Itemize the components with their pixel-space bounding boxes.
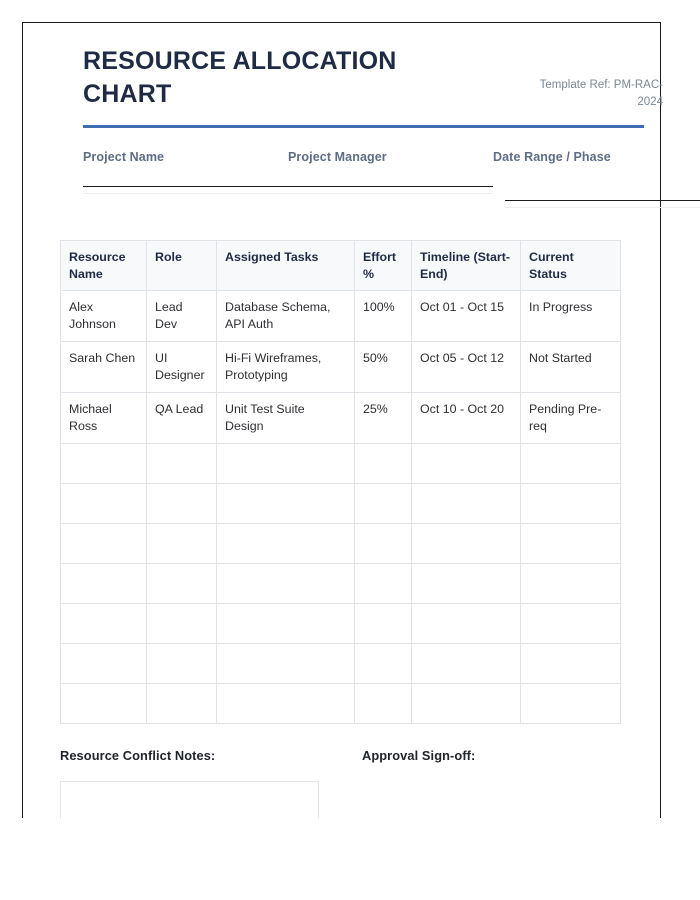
field-label-project-manager: Project Manager (288, 149, 387, 164)
cell-resource-name[interactable] (61, 524, 147, 564)
cell-timeline[interactable] (412, 444, 521, 484)
cell-resource-name[interactable] (61, 604, 147, 644)
cell-effort[interactable]: 100% (355, 291, 412, 342)
table-row-empty[interactable] (61, 684, 621, 724)
table-row[interactable] (61, 291, 621, 342)
cell-assigned-tasks[interactable] (217, 604, 355, 644)
table-row-empty[interactable] (61, 484, 621, 524)
field-input-project-name[interactable] (83, 186, 288, 187)
cell-assigned-tasks[interactable] (217, 484, 355, 524)
cell-role[interactable] (147, 684, 217, 724)
column-header-resource-name: Resource Name (61, 241, 147, 291)
cell-current-status[interactable] (521, 444, 621, 484)
cell-resource-name[interactable] (61, 644, 147, 684)
cell-role[interactable] (147, 484, 217, 524)
viewport-clip-band (0, 818, 700, 900)
cell-assigned-tasks[interactable] (217, 524, 355, 564)
cell-timeline[interactable] (412, 604, 521, 644)
cell-role[interactable]: QA Lead (147, 393, 217, 444)
cell-role[interactable] (147, 644, 217, 684)
template-reference: Template Ref: PM-RAC-2024 (539, 79, 663, 109)
field-project-name (83, 150, 288, 194)
title-accent-rule (83, 125, 644, 128)
cell-effort[interactable]: 50% (355, 342, 412, 393)
resource-allocation-table (60, 240, 621, 724)
cell-role[interactable] (147, 444, 217, 484)
cell-timeline[interactable]: Oct 01 - Oct 15 (412, 291, 521, 342)
column-header-timeline: Timeline (Start-End) (412, 241, 521, 291)
field-underline-faint-project-manager (288, 193, 493, 194)
field-input-date-range-phase[interactable] (505, 200, 700, 201)
cell-current-status[interactable] (521, 564, 621, 604)
cell-resource-name[interactable]: Alex Johnson (61, 291, 147, 342)
cell-resource-name[interactable] (61, 484, 147, 524)
cell-effort[interactable] (355, 644, 412, 684)
column-header-effort: Effort % (355, 241, 412, 291)
cell-resource-name[interactable] (61, 564, 147, 604)
cell-current-status[interactable] (521, 524, 621, 564)
table-row-empty[interactable] (61, 564, 621, 604)
cell-assigned-tasks[interactable] (217, 564, 355, 604)
cell-role[interactable] (147, 524, 217, 564)
cell-effort[interactable] (355, 604, 412, 644)
cell-timeline[interactable]: Oct 05 - Oct 12 (412, 342, 521, 393)
cell-resource-name[interactable] (61, 684, 147, 724)
table-row[interactable] (61, 342, 621, 393)
cell-effort[interactable] (355, 444, 412, 484)
cell-assigned-tasks[interactable] (217, 444, 355, 484)
field-date-range-phase (493, 150, 663, 194)
document-content (83, 45, 663, 194)
field-input-project-manager[interactable] (288, 186, 493, 187)
cell-assigned-tasks[interactable]: Unit Test Suite Design (217, 393, 355, 444)
field-underline-faint-project-name (83, 193, 288, 194)
column-header-role: Role (147, 241, 217, 291)
cell-current-status[interactable]: In Progress (521, 291, 621, 342)
cell-effort[interactable] (355, 484, 412, 524)
cell-current-status[interactable] (521, 604, 621, 644)
cell-timeline[interactable] (412, 524, 521, 564)
cell-resource-name[interactable]: Michael Ross (61, 393, 147, 444)
cell-current-status[interactable] (521, 684, 621, 724)
cell-current-status[interactable] (521, 644, 621, 684)
page-title: RESOURCE ALLOCATION CHART (83, 47, 397, 108)
table-row[interactable] (61, 393, 621, 444)
document-header (83, 45, 663, 112)
resource-conflict-notes-label: Resource Conflict Notes: (60, 748, 216, 763)
field-underline-faint-date-range-phase (505, 207, 700, 208)
cell-role[interactable]: Lead Dev (147, 291, 217, 342)
cell-effort[interactable] (355, 684, 412, 724)
column-header-assigned-tasks: Assigned Tasks (217, 241, 355, 291)
cell-assigned-tasks[interactable]: Database Schema, API Auth (217, 291, 355, 342)
table-header-row (61, 241, 621, 291)
cell-timeline[interactable]: Oct 10 - Oct 20 (412, 393, 521, 444)
cell-timeline[interactable] (412, 684, 521, 724)
cell-assigned-tasks[interactable]: Hi-Fi Wireframes, Prototyping (217, 342, 355, 393)
cell-assigned-tasks[interactable] (217, 684, 355, 724)
cell-timeline[interactable] (412, 564, 521, 604)
table-row-empty[interactable] (61, 604, 621, 644)
cell-effort[interactable] (355, 564, 412, 604)
approval-signoff-label: Approval Sign-off: (362, 748, 476, 763)
cell-effort[interactable] (355, 524, 412, 564)
cell-current-status[interactable] (521, 484, 621, 524)
cell-assigned-tasks[interactable] (217, 644, 355, 684)
cell-timeline[interactable] (412, 484, 521, 524)
cell-timeline[interactable] (412, 644, 521, 684)
table-row-empty[interactable] (61, 444, 621, 484)
field-label-date-range-phase: Date Range / Phase (493, 149, 611, 164)
field-label-project-name: Project Name (83, 149, 165, 164)
cell-resource-name[interactable] (61, 444, 147, 484)
cell-resource-name[interactable]: Sarah Chen (61, 342, 147, 393)
cell-effort[interactable]: 25% (355, 393, 412, 444)
cell-current-status[interactable]: Not Started (521, 342, 621, 393)
cell-role[interactable] (147, 604, 217, 644)
table-row-empty[interactable] (61, 644, 621, 684)
cell-role[interactable]: UI Designer (147, 342, 217, 393)
cell-role[interactable] (147, 564, 217, 604)
header-fields-row (83, 150, 663, 194)
table-row-empty[interactable] (61, 524, 621, 564)
field-project-manager (288, 150, 493, 194)
column-header-current-status: Current Status (521, 241, 621, 291)
cell-current-status[interactable]: Pending Pre-req (521, 393, 621, 444)
